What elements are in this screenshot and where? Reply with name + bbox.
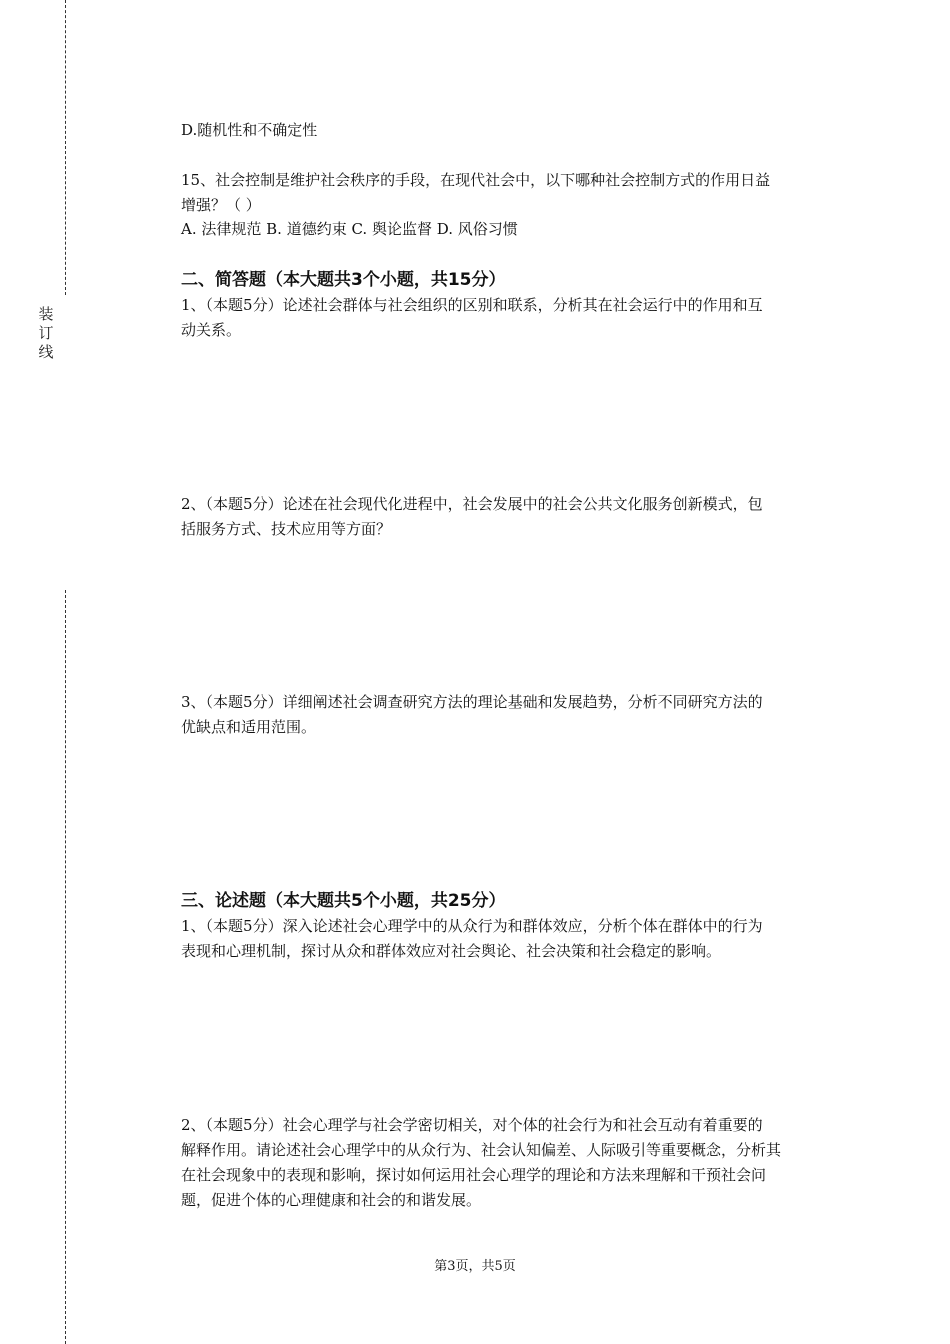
s2-q3-line2: 优缺点和适用范围。 bbox=[181, 718, 317, 736]
s2-q2-line2: 括服务方式、技术应用等方面？ bbox=[181, 520, 392, 538]
binding-line-label bbox=[36, 305, 56, 362]
s3-q1-line2: 表现和心理机制，探讨从众和群体效应对社会舆论、社会决策和社会稳定的影响。 bbox=[181, 942, 722, 960]
binding-label-char: 装 bbox=[38, 305, 54, 323]
s2-q2-line1: 2、（本题5分）论述在社会现代化进程中，社会发展中的社会公共文化服务创新模式，包 bbox=[181, 495, 763, 513]
binding-label-char: 线 bbox=[38, 343, 54, 361]
s2-q1-line1: 1、（本题5分）论述社会群体与社会组织的区别和联系，分析其在社会运行中的作用和互 bbox=[181, 296, 763, 314]
q15-stem-line2: 增强？（ ） bbox=[181, 196, 261, 214]
binding-label-char: 订 bbox=[38, 324, 54, 342]
s2-q1-line2: 动关系。 bbox=[181, 321, 242, 339]
binding-dashed-line-bottom bbox=[65, 590, 66, 1344]
s3-q1-line1: 1、（本题5分）深入论述社会心理学中的从众行为和群体效应，分析个体在群体中的行为 bbox=[181, 917, 763, 935]
page-footer: 第3页，共5页 bbox=[434, 1259, 516, 1274]
s3-q2-line2: 解释作用。请论述社会心理学中的从众行为、社会认知偏差、人际吸引等重要概念，分析其 bbox=[181, 1141, 782, 1159]
section2-title: 二、简答题（本大题共3个小题，共15分） bbox=[181, 270, 506, 290]
s3-q2-line3: 在社会现象中的表现和影响，探讨如何运用社会心理学的理论和方法来理解和干预社会问 bbox=[181, 1166, 767, 1184]
binding-dashed-line-top bbox=[65, 0, 66, 295]
q14-option-d: D.随机性和不确定性 bbox=[181, 121, 318, 139]
section3-title: 三、论述题（本大题共5个小题，共25分） bbox=[181, 891, 506, 911]
s3-q2-line4: 题，促进个体的心理健康和社会的和谐发展。 bbox=[181, 1191, 482, 1209]
s2-q3-line1: 3、（本题5分）详细阐述社会调查研究方法的理论基础和发展趋势，分析不同研究方法的 bbox=[181, 693, 763, 711]
q15-stem-line1: 15、社会控制是维护社会秩序的手段，在现代社会中，以下哪种社会控制方式的作用日益 bbox=[181, 171, 771, 189]
q15-options: A. 法律规范 B. 道德约束 C. 舆论监督 D. 风俗习惯 bbox=[181, 220, 518, 238]
s3-q2-line1: 2、（本题5分）社会心理学与社会学密切相关，对个体的社会行为和社会互动有着重要的 bbox=[181, 1116, 763, 1134]
